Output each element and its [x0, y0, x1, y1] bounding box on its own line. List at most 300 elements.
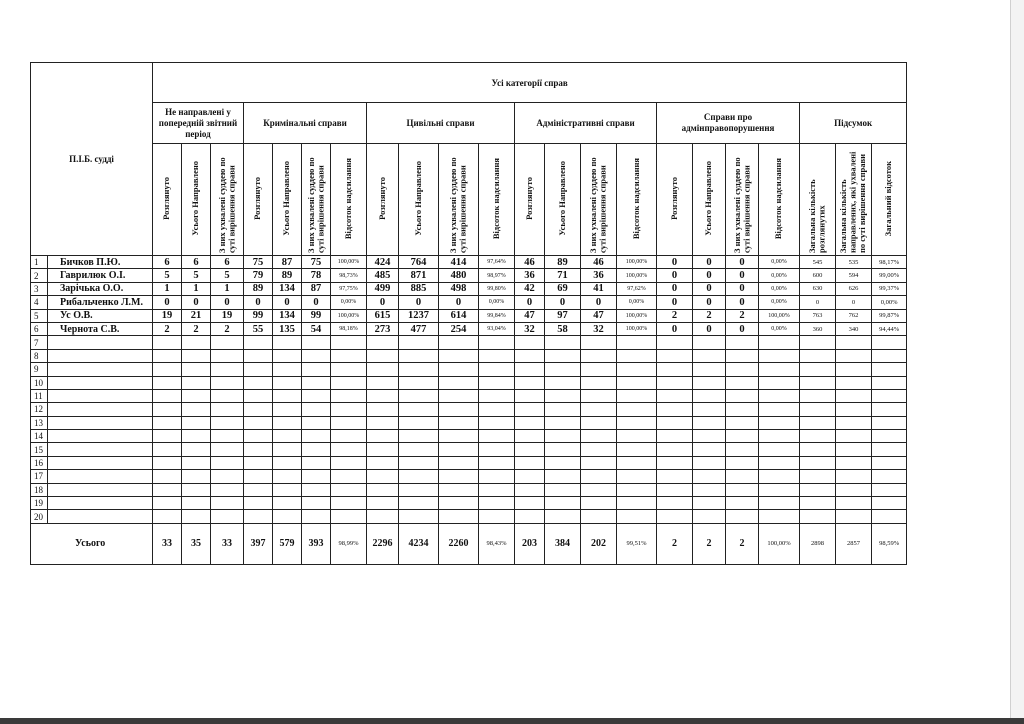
total-crim-value: 397	[244, 523, 273, 564]
summary-value: 535	[836, 256, 872, 269]
crim-value: 89	[273, 269, 302, 282]
empty-cell	[273, 416, 302, 429]
empty-cell	[657, 497, 693, 510]
subheader-label: Відсоток надсилання	[342, 157, 353, 240]
total-adm-value: 203	[515, 523, 545, 564]
empty-cell	[726, 349, 759, 362]
empty-cell	[302, 376, 331, 389]
civ-value: 424	[367, 256, 399, 269]
empty-cell	[581, 416, 617, 429]
empty-cell	[182, 430, 211, 443]
ap-value: 0	[726, 296, 759, 309]
empty-cell	[182, 456, 211, 469]
total-ap-value: 100,00%	[759, 523, 800, 564]
summary-value: 99,87%	[872, 309, 907, 322]
empty-cell	[515, 510, 545, 523]
empty-cell	[302, 389, 331, 402]
subheader-label: Усього Направлено	[412, 161, 423, 236]
empty-cell	[153, 430, 182, 443]
empty-cell	[872, 349, 907, 362]
civ-value	[367, 336, 399, 349]
empty-cell	[581, 443, 617, 456]
empty-cell	[872, 389, 907, 402]
empty-cell	[693, 443, 726, 456]
empty-cell	[331, 470, 367, 483]
empty-cell	[800, 416, 836, 429]
summary-value: 94,44%	[872, 322, 907, 335]
total-summary-value: 98,59%	[872, 523, 907, 564]
empty-cell	[836, 376, 872, 389]
empty-cell	[836, 416, 872, 429]
summary-value	[836, 336, 872, 349]
empty-cell	[759, 510, 800, 523]
scan-bottom-edge	[0, 718, 1024, 724]
ap-value: 0	[726, 256, 759, 269]
empty-cell	[48, 510, 153, 523]
subheader-of-them-decided	[726, 144, 759, 256]
row-number: 9	[31, 363, 48, 376]
empty-cell	[48, 349, 153, 362]
adm-value: 32	[581, 322, 617, 335]
ap-value: 0	[693, 269, 726, 282]
row-number: 19	[31, 497, 48, 510]
subheader-label: Усього Направлено	[703, 161, 714, 236]
prev-value: 6	[211, 256, 244, 269]
empty-cell	[759, 456, 800, 469]
crim-value: 100,00%	[331, 309, 367, 322]
empty-cell	[617, 363, 657, 376]
adm-value: 100,00%	[617, 309, 657, 322]
civ-value: 485	[367, 269, 399, 282]
summary-value: 762	[836, 309, 872, 322]
crim-value: 78	[302, 269, 331, 282]
summary-value: 360	[800, 322, 836, 335]
empty-cell	[657, 483, 693, 496]
empty-cell	[545, 349, 581, 362]
empty-cell	[657, 510, 693, 523]
empty-cell	[759, 483, 800, 496]
civ-value: 98,97%	[479, 269, 515, 282]
crim-value: 87	[273, 256, 302, 269]
empty-cell	[726, 456, 759, 469]
ap-value: 2	[657, 309, 693, 322]
empty-cell	[399, 456, 439, 469]
empty-cell	[211, 389, 244, 402]
subheader-total-sent	[273, 144, 302, 256]
table-row	[31, 269, 907, 282]
crim-value: 0,00%	[331, 296, 367, 309]
adm-value	[515, 336, 545, 349]
judge-name: Зарічька О.О.	[48, 282, 153, 295]
ap-value: 100,00%	[759, 309, 800, 322]
scan-page-edge	[1010, 0, 1024, 724]
empty-cell	[244, 470, 273, 483]
empty-cell	[726, 443, 759, 456]
ap-value: 0	[726, 322, 759, 335]
civ-value	[399, 336, 439, 349]
empty-cell	[515, 349, 545, 362]
civ-value: 254	[439, 322, 479, 335]
table-row	[31, 349, 907, 362]
empty-cell	[726, 363, 759, 376]
adm-value: 100,00%	[617, 322, 657, 335]
summary-value: 0	[836, 296, 872, 309]
total-crim-value: 579	[273, 523, 302, 564]
total-civ-value: 2296	[367, 523, 399, 564]
empty-cell	[617, 443, 657, 456]
prev-value: 6	[153, 256, 182, 269]
total-label: Усього	[31, 523, 153, 564]
empty-cell	[836, 430, 872, 443]
row-number: 10	[31, 376, 48, 389]
group-header-administrative: Адміністративні справи	[515, 103, 657, 144]
table-row	[31, 363, 907, 376]
total-adm-value: 384	[545, 523, 581, 564]
empty-cell	[367, 389, 399, 402]
adm-value: 0	[545, 296, 581, 309]
prev-value: 0	[182, 296, 211, 309]
subheader-label: Розглянуто	[252, 177, 263, 220]
empty-cell	[211, 430, 244, 443]
empty-cell	[244, 483, 273, 496]
empty-cell	[399, 470, 439, 483]
empty-cell	[244, 510, 273, 523]
prev-value: 5	[153, 269, 182, 282]
civ-value: 414	[439, 256, 479, 269]
summary-value: 630	[800, 282, 836, 295]
subheader-label: Розглянуто	[523, 177, 534, 220]
prev-value: 2	[182, 322, 211, 335]
empty-cell	[872, 430, 907, 443]
empty-cell	[331, 389, 367, 402]
crim-value: 89	[244, 282, 273, 295]
crim-value	[302, 336, 331, 349]
empty-cell	[48, 470, 153, 483]
summary-value: 340	[836, 322, 872, 335]
total-row	[31, 523, 907, 564]
crim-value: 99	[302, 309, 331, 322]
table-row	[31, 430, 907, 443]
empty-cell	[515, 443, 545, 456]
empty-cell	[244, 430, 273, 443]
empty-cell	[439, 456, 479, 469]
civ-value: 99,84%	[479, 309, 515, 322]
empty-cell	[836, 470, 872, 483]
ap-value: 0	[657, 256, 693, 269]
empty-cell	[331, 510, 367, 523]
empty-cell	[581, 456, 617, 469]
empty-cell	[800, 363, 836, 376]
empty-cell	[800, 389, 836, 402]
adm-value: 32	[515, 322, 545, 335]
empty-cell	[244, 497, 273, 510]
empty-cell	[693, 470, 726, 483]
empty-cell	[657, 376, 693, 389]
civ-value	[439, 336, 479, 349]
ap-value: 0	[726, 269, 759, 282]
empty-cell	[836, 363, 872, 376]
empty-cell	[726, 416, 759, 429]
empty-cell	[617, 430, 657, 443]
empty-cell	[479, 443, 515, 456]
empty-cell	[182, 443, 211, 456]
ap-value	[759, 336, 800, 349]
row-number: 16	[31, 456, 48, 469]
civ-value: 480	[439, 269, 479, 282]
judge-name	[48, 336, 153, 349]
total-ap-value: 2	[693, 523, 726, 564]
empty-cell	[331, 416, 367, 429]
empty-cell	[48, 443, 153, 456]
civ-value: 871	[399, 269, 439, 282]
row-number: 17	[31, 470, 48, 483]
crim-value: 100,00%	[331, 256, 367, 269]
crim-value: 97,75%	[331, 282, 367, 295]
empty-cell	[367, 470, 399, 483]
table-row	[31, 256, 907, 269]
judge-name-header: П.І.Б. судді	[31, 63, 153, 256]
empty-cell	[872, 376, 907, 389]
empty-cell	[545, 403, 581, 416]
group-header-summary: Підсумок	[800, 103, 907, 144]
empty-cell	[48, 430, 153, 443]
prev-value: 0	[211, 296, 244, 309]
table-row	[31, 403, 907, 416]
empty-cell	[800, 430, 836, 443]
empty-cell	[302, 470, 331, 483]
ap-value: 0,00%	[759, 269, 800, 282]
empty-cell	[617, 510, 657, 523]
summary-value	[800, 336, 836, 349]
subheader-percent-sent	[617, 144, 657, 256]
table-row	[31, 416, 907, 429]
subheader-total-sent	[693, 144, 726, 256]
empty-cell	[367, 443, 399, 456]
prev-value: 2	[211, 322, 244, 335]
empty-cell	[48, 456, 153, 469]
empty-cell	[693, 430, 726, 443]
civ-value: 93,04%	[479, 322, 515, 335]
prev-value: 21	[182, 309, 211, 322]
empty-cell	[581, 430, 617, 443]
empty-cell	[479, 483, 515, 496]
empty-cell	[800, 403, 836, 416]
empty-cell	[399, 376, 439, 389]
table-row	[31, 443, 907, 456]
total-summary-value: 2898	[800, 523, 836, 564]
empty-cell	[545, 510, 581, 523]
adm-value: 47	[515, 309, 545, 322]
empty-cell	[657, 443, 693, 456]
civ-value: 0	[439, 296, 479, 309]
table-row	[31, 483, 907, 496]
crim-value: 134	[273, 282, 302, 295]
summary-value: 99,37%	[872, 282, 907, 295]
empty-cell	[439, 416, 479, 429]
subheader-label: З них ухвалені суддею по суті вирішення справи	[731, 156, 751, 253]
total-crim-value: 393	[302, 523, 331, 564]
subheader-label: Загальна кількість направлених, які ухвалені по суті вирішення справи	[838, 151, 868, 253]
civ-value: 0,00%	[479, 296, 515, 309]
subheader-label: Відсоток надсилання	[490, 157, 501, 240]
empty-cell	[759, 470, 800, 483]
empty-cell	[657, 430, 693, 443]
adm-value: 42	[515, 282, 545, 295]
empty-cell	[331, 497, 367, 510]
empty-cell	[302, 416, 331, 429]
table-row	[31, 456, 907, 469]
subheader-label: Відсоток надсилання	[773, 157, 784, 240]
empty-cell	[545, 497, 581, 510]
empty-cell	[273, 430, 302, 443]
prev-value: 19	[211, 309, 244, 322]
empty-cell	[581, 376, 617, 389]
judge-name: Гаврилюк О.І.	[48, 269, 153, 282]
empty-cell	[545, 389, 581, 402]
subheader-label: З них ухвалені суддею по суті вирішення справи	[448, 156, 468, 253]
empty-cell	[153, 470, 182, 483]
empty-cell	[759, 389, 800, 402]
empty-cell	[515, 416, 545, 429]
ap-value: 0	[657, 322, 693, 335]
empty-cell	[545, 456, 581, 469]
empty-cell	[331, 430, 367, 443]
subheader-label: Відсоток надсилання	[630, 157, 641, 240]
adm-value: 46	[515, 256, 545, 269]
empty-cell	[48, 403, 153, 416]
ap-value: 0,00%	[759, 282, 800, 295]
empty-cell	[367, 497, 399, 510]
empty-cell	[182, 470, 211, 483]
empty-cell	[800, 456, 836, 469]
empty-cell	[693, 403, 726, 416]
empty-cell	[726, 510, 759, 523]
row-number: 5	[31, 309, 48, 322]
subheader-label: Розглянуто	[668, 177, 679, 220]
total-prev-value: 33	[211, 523, 244, 564]
total-ap-value: 2	[726, 523, 759, 564]
empty-cell	[515, 403, 545, 416]
empty-cell	[872, 470, 907, 483]
empty-cell	[759, 416, 800, 429]
empty-cell	[273, 483, 302, 496]
empty-cell	[581, 510, 617, 523]
table-row	[31, 309, 907, 322]
empty-cell	[153, 363, 182, 376]
judge-name: Рибальченко Л.М.	[48, 296, 153, 309]
ap-value: 2	[726, 309, 759, 322]
empty-cell	[657, 456, 693, 469]
empty-cell	[479, 363, 515, 376]
ap-value: 0	[657, 269, 693, 282]
table-row	[31, 470, 907, 483]
empty-cell	[211, 456, 244, 469]
ap-value: 0,00%	[759, 256, 800, 269]
empty-cell	[302, 456, 331, 469]
subheader-label: Розглянуто	[161, 177, 172, 220]
empty-cell	[48, 483, 153, 496]
empty-cell	[48, 363, 153, 376]
empty-cell	[211, 363, 244, 376]
empty-cell	[759, 443, 800, 456]
adm-value: 100,00%	[617, 269, 657, 282]
civ-value: 273	[367, 322, 399, 335]
crim-value: 55	[244, 322, 273, 335]
empty-cell	[617, 376, 657, 389]
all-categories-header: Усі категорії справ	[153, 63, 907, 103]
summary-value: 99,00%	[872, 269, 907, 282]
civ-value: 499	[367, 282, 399, 295]
empty-cell	[302, 403, 331, 416]
empty-cell	[302, 483, 331, 496]
empty-cell	[545, 483, 581, 496]
crim-value	[244, 336, 273, 349]
empty-cell	[399, 403, 439, 416]
empty-cell	[581, 349, 617, 362]
empty-cell	[545, 416, 581, 429]
empty-cell	[836, 497, 872, 510]
empty-cell	[872, 363, 907, 376]
empty-cell	[211, 416, 244, 429]
civ-value: 764	[399, 256, 439, 269]
empty-cell	[800, 443, 836, 456]
civ-value: 615	[367, 309, 399, 322]
empty-cell	[726, 430, 759, 443]
empty-cell	[399, 389, 439, 402]
empty-cell	[273, 376, 302, 389]
empty-cell	[211, 483, 244, 496]
empty-cell	[182, 376, 211, 389]
summary-value: 545	[800, 256, 836, 269]
empty-cell	[836, 389, 872, 402]
empty-cell	[182, 363, 211, 376]
empty-cell	[439, 389, 479, 402]
empty-cell	[726, 389, 759, 402]
empty-cell	[211, 376, 244, 389]
table-row	[31, 322, 907, 335]
total-civ-value: 98,43%	[479, 523, 515, 564]
empty-cell	[211, 443, 244, 456]
empty-cell	[726, 470, 759, 483]
empty-cell	[759, 363, 800, 376]
empty-cell	[244, 403, 273, 416]
empty-cell	[331, 376, 367, 389]
empty-cell	[273, 456, 302, 469]
empty-cell	[515, 376, 545, 389]
empty-cell	[244, 376, 273, 389]
empty-cell	[872, 483, 907, 496]
empty-cell	[581, 389, 617, 402]
empty-cell	[617, 403, 657, 416]
total-summary-value: 2857	[836, 523, 872, 564]
empty-cell	[693, 510, 726, 523]
adm-value: 47	[581, 309, 617, 322]
empty-cell	[581, 497, 617, 510]
empty-cell	[244, 416, 273, 429]
empty-cell	[479, 497, 515, 510]
empty-cell	[759, 403, 800, 416]
empty-cell	[439, 483, 479, 496]
empty-cell	[617, 416, 657, 429]
total-ap-value: 2	[657, 523, 693, 564]
subheader-considered	[657, 144, 693, 256]
row-number: 1	[31, 256, 48, 269]
empty-cell	[872, 510, 907, 523]
empty-cell	[657, 470, 693, 483]
prev-value: 6	[182, 256, 211, 269]
empty-cell	[182, 497, 211, 510]
civ-value: 1237	[399, 309, 439, 322]
